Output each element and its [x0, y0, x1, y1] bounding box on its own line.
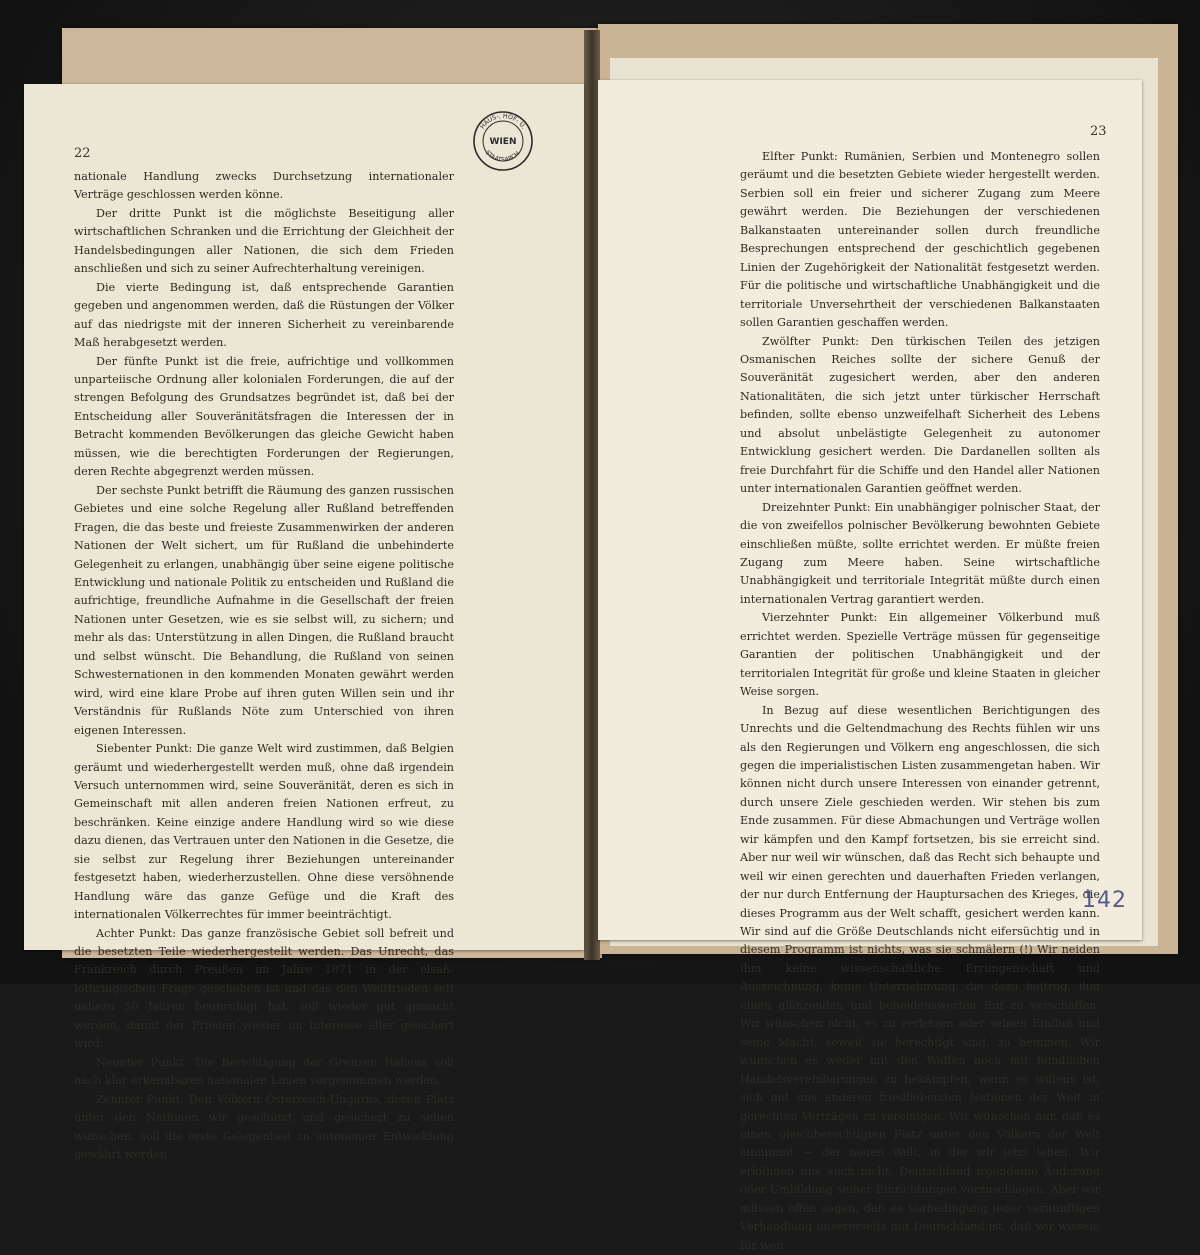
- paragraph: Der fünfte Punkt ist die freie, aufrichtige und vollkommen unparteiische Ordnung aller kolonialen Forderungen, die auf der strengen Befolgung des Grundsatzes begründet ist, daß bei der Entscheidung aller Souveränitätsfragen die Interessen der in Betracht kommenden Bevölkerungen das gleiche Gewicht haben müssen, wie die berechtigten Forderungen der Regierungen, deren Rechte abgegrenzt werden müssen.: [74, 354, 454, 479]
- paragraph: Siebenter Punkt: Die ganze Welt wird zustimmen, daß Belgien geräumt und wiederhergestellt werden muß, ohne daß irgendein Versuch unternommen wird, seine Souveränität, deren es sich in Gemeinschaft mit allen anderen freien Nationen erfreut, zu beschränken. Keine einzige andere Handlung wird so wie diese dazu dienen, das Vertrauen unter den Nationen in die Gesetze, die sie selbst zur Regelung ihrer Beziehungen untereinander festgesetzt haben, wiederherzustellen. Ohne diese versöhnende Handlung wäre das ganze Gefüge und die Kraft des internationalen Völkerrechtes für immer beeinträchtigt.: [74, 742, 454, 922]
- page-number-left: 22: [74, 146, 91, 161]
- paragraph: Die vierte Bedingung ist, daß entsprechende Garantien gegeben und angenommen werden, daß die Rüstungen der Völker auf das niedrigste mit der inneren Sicherheit zu vereinbarende Maß herabgesetzt werden.: [74, 280, 454, 350]
- left-page: [24, 84, 584, 1162]
- stamp-top-text: HAUS-, HOF- U.: [479, 112, 528, 131]
- right-page-body: [740, 148, 1100, 1255]
- paragraph: Dreizehnter Punkt: Ein unabhängiger polnischer Staat, der die von zweifellos polnischer Bevölkerung bewohnten Gebiete einschließen müßte, sollte errichtet werden. Er müßte freien Zugang zum Meere haben. Seine wirtschaftliche Unabhängigkeit und territoriale Integrität müßte durch einen internationalen Vertrag garantiert werden.: [740, 500, 1100, 606]
- page-number-right: 23: [1090, 124, 1107, 139]
- paragraph: Der sechste Punkt betrifft die Räumung des ganzen russischen Gebietes und eine solche Regelung aller Rußland betreffenden Fragen, die das beste und freieste Zusammenwirken der anderen Nationen der Welt sichert, um für Rußland die unbehinderte Gelegenheit zu erlangen, unabhängig über seine eigene politische Entwicklung und nationale Politik zu entscheiden und Rußland die aufrichtige, freundliche Aufnahme in die Gesellschaft der freien Nationen unter Gesetzen, wie es sie selbst will, zu sichern; und mehr als das: Unterstützung in allen Dingen, die Rußland braucht und selbst wünscht. Die Behandlung, die Rußland von seinen Schwesternationen in den kommenden Monaten gewährt werden wird, wird eine klare Probe auf ihren guten Willen sein und ihr Verständnis für Rußlands Nöte zum Unterschied von ihren eigenen Interessen.: [74, 483, 454, 737]
- paragraph: nationale Handlung zwecks Durchsetzung internationaler Verträge geschlossen werden könne.: [74, 170, 454, 202]
- paragraph: Zehnter Punkt: Den Völkern Österreich-Ungarns, deren Platz unter den Nationen wir geschützt und gesichert zu sehen wünschen, soll die erste Gelegenheit zu autonomer Entwicklung gewährt werden.: [74, 1092, 454, 1162]
- left-page-body: [74, 168, 454, 1164]
- paragraph: In Bezug auf diese wesentlichen Berichtigungen des Unrechts und die Geltendmachung des Rechts fühlen wir uns als den Regierungen und Völkern eng angeschlossen, die sich gegen die imperialistischen Listen zusammengetan haben. Wir können nicht durch unsere Interessen von einander getrennt, durch unsere Ziele geschieden werden. Wir stehen bis zum Ende zusammen. Für diese Abmachungen und Verträge wollen wir kämpfen und den Kampf fortsetzen, bis sie erreicht sind. Aber nur weil wir wünschen, daß das Recht sich behaupte und weil wir einen gerechten und dauerhaften Frieden verlangen, der nur durch Entfernung der Hauptursachen des Krieges, die dieses Programm aus der Welt schafft, gesichert werden kann. Wir sind auf die Größe Deutschlands nicht eifersüchtig und in diesem Programm ist nichts, was sie schmälern (!) Wir neiden ihm keine wissenschaftliche Errungenschaft und Auszeichnung, keine Unternehmung, die dazu beitrug, ihm einen glänzenden und beneidenswerten Ruf zu verschaffen. Wir wünschen nicht, es zu verletzen oder seinen Einfluß und seine Macht, soweit sie berechtigt sind, zu hemmen. Wir wünschen es weder mit den Waffen noch mit feindlichen Handelsvereinbarungen zu bekämpfen, wenn es willens ist, sich mit uns anderen friedliebenden Nationen der Welt in gerechten Verträgen zu vereinigen. Wir wünschen nur, daß es einen gleichberechtigten Platz unter den Völkern der Welt einnimmt — der neuen Welt, in der wir jetzt leben. Wir erkühnen uns auch nicht, Deutschland irgendeine Änderung oder Umbildung seiner Einrichtungen vorzuschlagen. Aber wir müssen offen sagen, daß es Vorbedingung jeder vernünftigen Verhandlung unsererseits mit Deutschland ist, daß wir wissen, für wen: [740, 703, 1100, 1252]
- archive-stamp-icon: [472, 110, 534, 172]
- paragraph: Vierzehnter Punkt: Ein allgemeiner Völkerbund muß errichtet werden. Spezielle Verträge müssen für gegenseitige Garantien der politischen Unabhängigkeit und der territorialen Integrität für große und kleine Staaten in gleicher Weise sorgen.: [740, 611, 1100, 699]
- paragraph: Achter Punkt: Das ganze französische Gebiet soll befreit und die besetzten Teile wiederhergestellt werden. Das Unrecht, das Frankreich durch Preußen im Jahre 1871 in der elsaß-lothringischen Frage geschehen ist und das den Weltfrieden seit nahezu 50 Jahren beunruhigt hat, soll wieder gut gemacht werden, damit der Frieden wieder im Interesse aller gesichert wird.: [74, 926, 454, 1051]
- paragraph: Zwölfter Punkt: Den türkischen Teilen des jetzigen Osmanischen Reiches sollte der sichere Genuß der Souveränität zugesichert werden, aber den anderen Nationalitäten, die sich jetzt unter türkischer Herrschaft befinden, sollte ebenso unzweifelhaft Sicherheit des Lebens und absolut unbelästigte Gelegenheit zu autonomer Entwicklung gesichert werden. Die Dardanellen sollten als freie Durchfahrt für die Schiffe und den Handel aller Nationen unter internationalen Garantien geöffnet werden.: [740, 334, 1100, 496]
- handwritten-folio-number: 142: [1082, 888, 1127, 913]
- paragraph: Elfter Punkt: Rumänien, Serbien und Montenegro sollen geräumt und die besetzten Gebiete wieder hergestellt werden. Serbien soll ein freier und sicherer Zugang zum Meere gewährt werden. Die Beziehungen der verschiedenen Balkanstaaten untereinander sollen durch freundliche Besprechungen entsprechend der geschichtlich gegebenen Linien der Zugehörigkeit der Nationalität festgesetzt werden. Für die politische und wirtschaftliche Unabhängigkeit und die territoriale Unversehrtheit der verschiedenen Balkanstaaten sollen Garantien geschaffen werden.: [740, 150, 1100, 330]
- paragraph: Der dritte Punkt ist die möglichste Beseitigung aller wirtschaftlichen Schranken und die Errichtung der Gleichheit der Handelsbedingungen aller Nationen, die sich dem Frieden anschließen und sich zu seiner Aufrechterhaltung vereinigen.: [74, 206, 454, 276]
- paragraph: Neunter Punkt: Die Berichtigung der Grenzen Italiens soll nach klar erkennbaren nationalen Linien vorgenommen werden.: [74, 1055, 454, 1088]
- right-page: [598, 80, 1142, 1252]
- stamp-bottom-text: STAATSARCH.: [483, 149, 523, 164]
- stamp-center-text: WIEN: [489, 137, 517, 147]
